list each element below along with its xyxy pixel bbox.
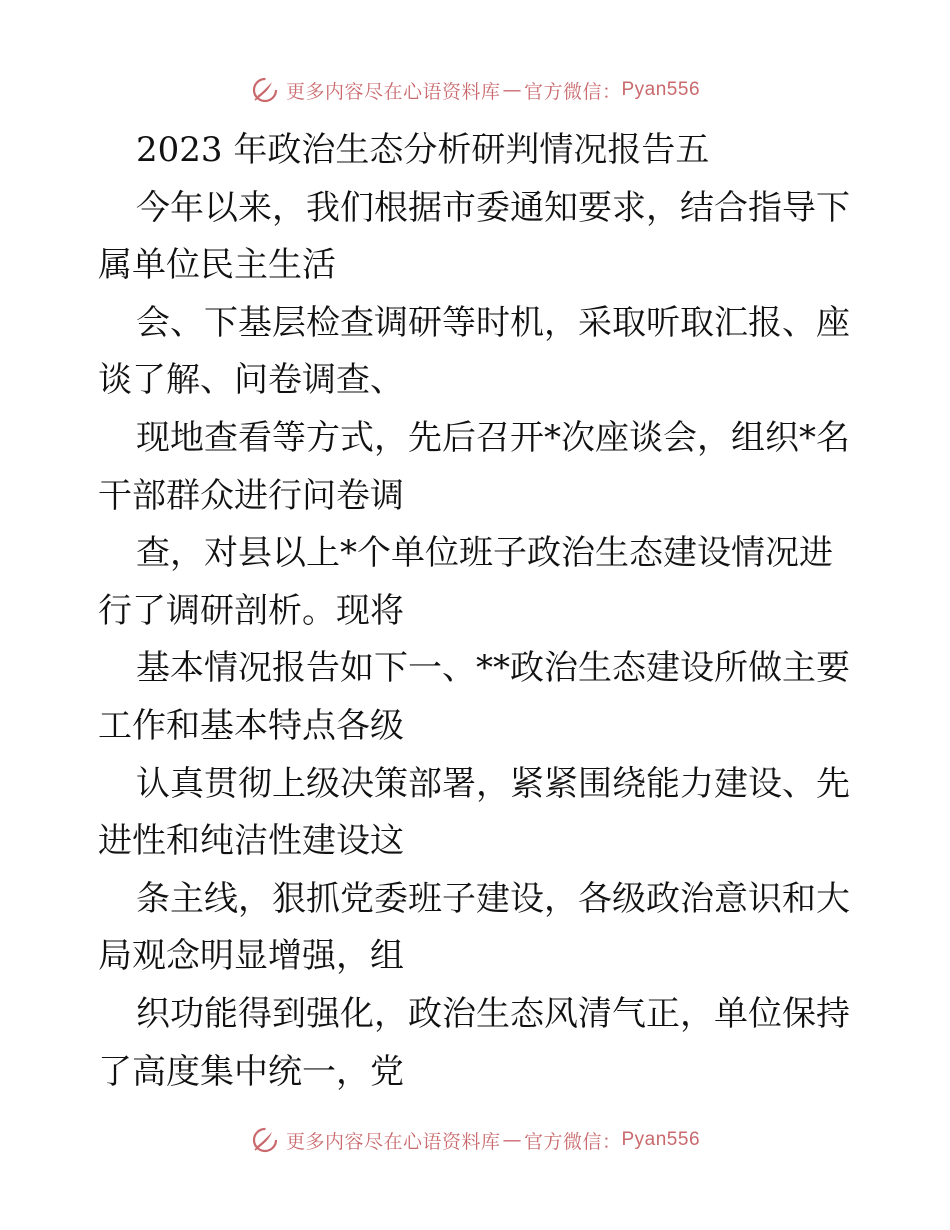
text-line: 今年以来，我们根据市委通知要求，结合指导下 xyxy=(136,187,850,228)
text-line: 条主线，狠抓党委班子建设，各级政治意识和大 xyxy=(136,878,850,919)
text-line: 进性和纯洁性建设这 xyxy=(98,821,404,862)
watermark-contact-id: Pyan556 xyxy=(621,1129,701,1150)
watermark-separator: — xyxy=(502,79,522,101)
watermark-main-text: 更多内容尽在心语资料库 xyxy=(285,1130,501,1153)
header-watermark xyxy=(0,70,950,110)
text-line: 了高度集中统一，党 xyxy=(98,1051,404,1092)
quill-swirl-icon xyxy=(250,75,280,105)
document-title: 2023 年政治生态分析研判情况报告五 xyxy=(136,130,710,170)
footer-watermark xyxy=(0,1120,950,1160)
text-line: 干部群众进行问卷调 xyxy=(98,475,404,516)
text-line: 认真贯彻上级决策部署，紧紧围绕能力建设、先 xyxy=(136,763,850,804)
document-body xyxy=(98,122,858,1101)
watermark-contact-id: Pyan556 xyxy=(621,79,701,100)
watermark-main-text: 更多内容尽在心语资料库 xyxy=(285,80,501,103)
text-line: 织功能得到强化，政治生态风清气正，单位保持 xyxy=(136,993,850,1034)
text-line: 行了调研剖析。现将 xyxy=(98,590,404,631)
text-line: 基本情况报告如下一、**政治生态建设所做主要 xyxy=(136,648,850,689)
text-line: 谈了解、问卷调查、 xyxy=(98,360,404,401)
watermark-contact-label: 官方微信： xyxy=(523,1130,622,1153)
text-line: 查，对县以上*个单位班子政治生态建设情况进 xyxy=(136,533,833,574)
text-line: 会、下基层检查调研等时机，采取听取汇报、座 xyxy=(136,302,850,343)
watermark-contact-label: 官方微信： xyxy=(523,80,622,103)
quill-swirl-icon xyxy=(250,1125,280,1155)
text-line: 工作和基本特点各级 xyxy=(98,705,404,746)
text-line: 现地查看等方式，先后召开*次座谈会，组织*名 xyxy=(136,417,850,458)
watermark-separator: — xyxy=(502,1129,522,1151)
text-line: 属单位民主生活 xyxy=(98,245,336,286)
text-line: 局观念明显增强，组 xyxy=(98,936,404,977)
